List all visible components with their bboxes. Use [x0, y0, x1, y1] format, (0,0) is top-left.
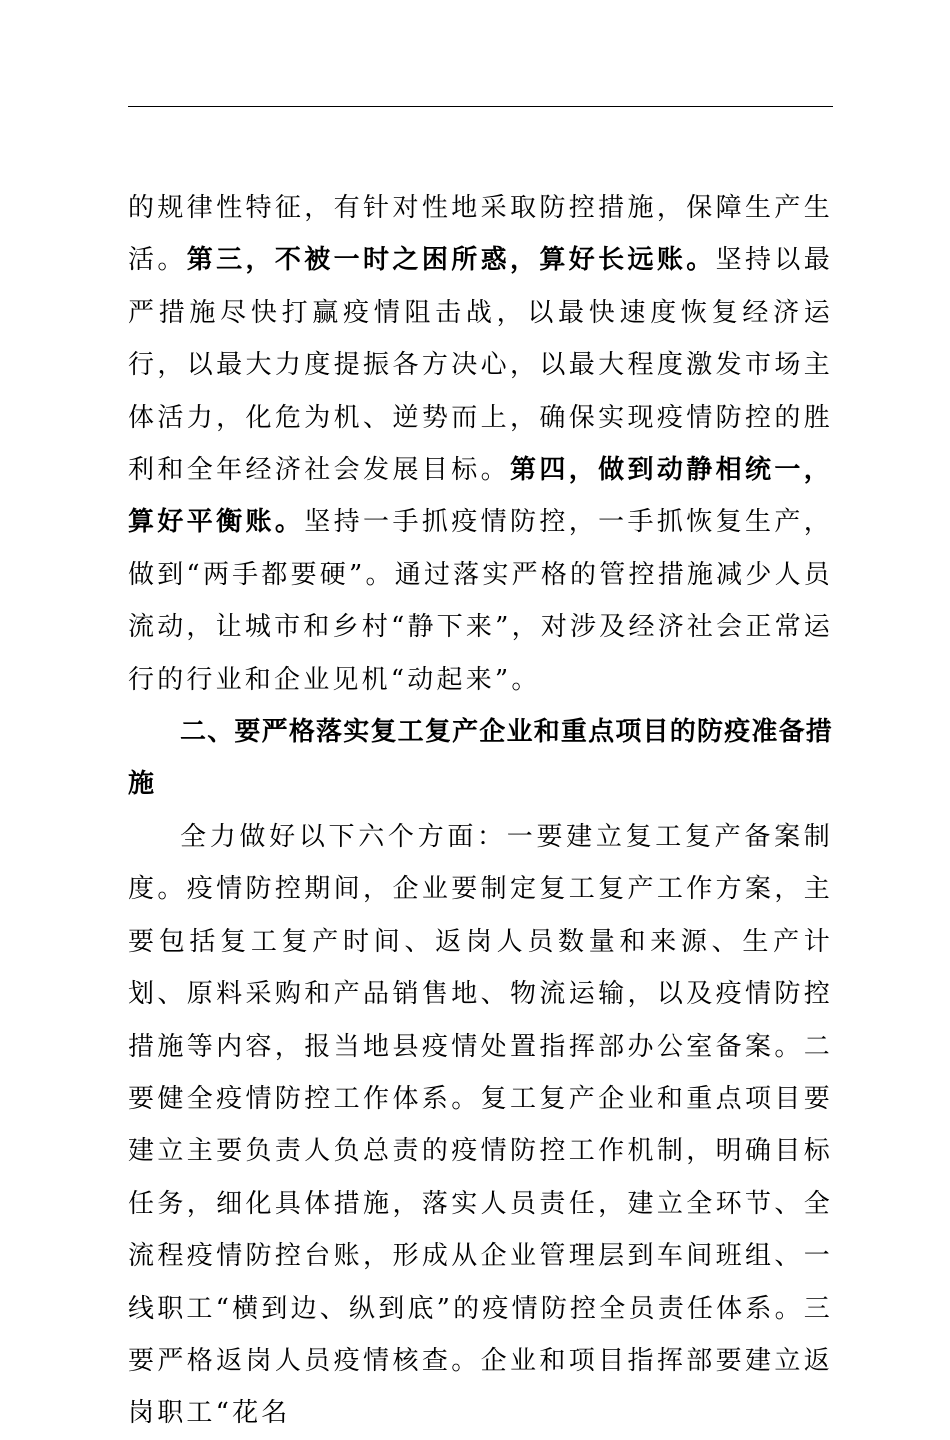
bold-point-four: 第四，做到动静相统一，算好平衡账。 [128, 455, 833, 538]
text-run: 坚持一手抓疫情防控，一手抓恢复生产，做到“两手都要硬”。通过落实严格的管控措施减少人员流动，让城市和乡村“静下来”，对涉及经济社会正常运行的行业和企业见机“动起来”。 [128, 507, 833, 695]
paragraph-continuation [128, 182, 833, 706]
bold-point-three: 第三，不被一时之困所惑，算好长远账。 [186, 245, 716, 276]
header-rule [128, 106, 833, 107]
paragraph-body: 全力做好以下六个方面：一要建立复工复产备案制度。疫情防控期间，企业要制定复工复产工作方案，主要包括复工复产时间、返岗人员数量和来源、生产计划、原料采购和产品销售地、物流运输，以及疫情防控措施等内容，报当地县疫情处置指挥部办公室备案。二要健全疫情防控工作体系。复工复产企业和重点项目要建立主要负责人负总责的疫情防控工作机制，明确目标任务，细化具体措施，落实人员责任，建立全环节、全流程疫情防控台账，形成从企业管理层到车间班组、一线职工“横到边、纵到底”的疫情防控全员责任体系。三要严格返岗人员疫情核查。企业和项目指挥部要建立返岗职工“花名 [128, 821, 833, 1429]
document-body [128, 182, 833, 1440]
section-heading: 二、要严格落实复工复产企业和重点项目的防疫准备措施 [128, 717, 833, 800]
text-run: 坚持以最严措施尽快打赢疫情阻击战，以最快速度恢复经济运行，以最大力度提振各方决心，以最大程度激发市场主体活力，化危为机、逆势而上，确保实现疫情防控的胜利和全年经济社会发展目标。 [128, 245, 833, 486]
text-run: 的规律性特征，有针对性地采取防控措施，保障生产生活。 [128, 193, 833, 276]
